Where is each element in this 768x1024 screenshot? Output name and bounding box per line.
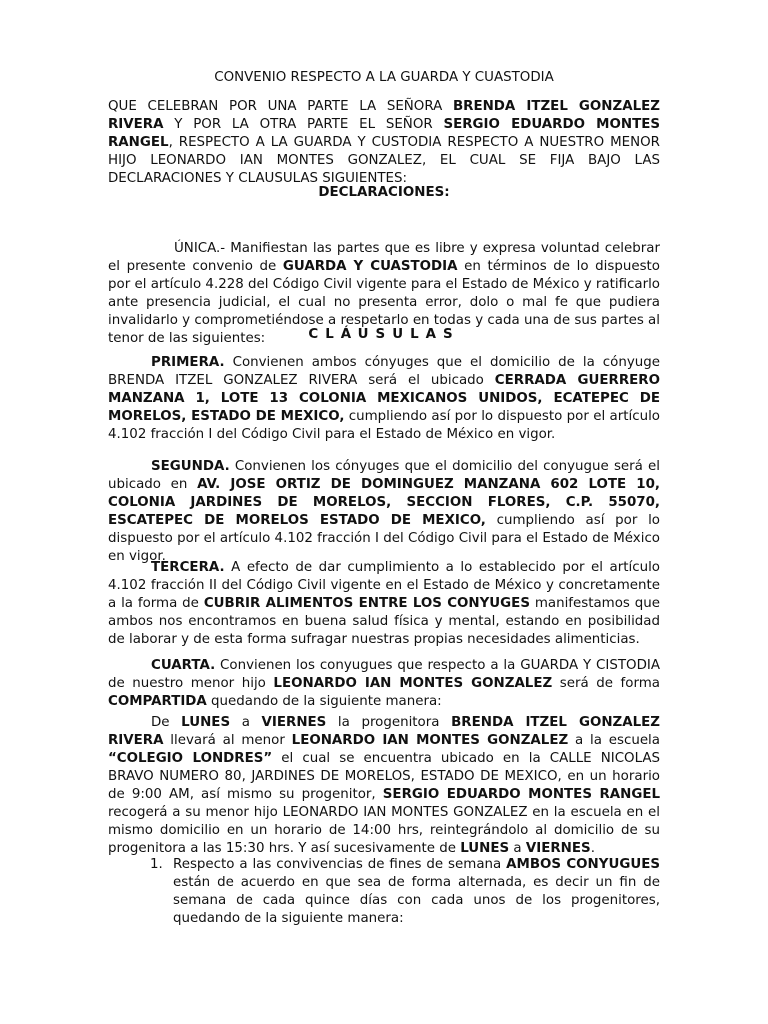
- clausulas-heading: CLÁUSULAS: [308, 327, 460, 342]
- declaraciones-heading: DECLARACIONES:: [318, 185, 450, 200]
- clause-address: CERRADA GUERRERO MANZANA 1, LOTE 13 COLONIA MEXICANOS UNIDOS, ECATEPEC DE MORELOS, ESTADO DE MEXICO,: [108, 373, 661, 424]
- list-item: [150, 856, 660, 928]
- document-title: CONVENIO RESPECTO A LA GUARDA Y CUASTODIA: [214, 70, 554, 85]
- clause-bold: COMPARTIDA: [108, 694, 207, 709]
- schedule-bold: VIERNES: [261, 715, 327, 730]
- clause-label: SEGUNDA.: [151, 459, 230, 474]
- unica-text: ÚNICA.- Manifiestan las partes que es libre y expresa voluntad celebrar el presente convenio de: [108, 241, 660, 274]
- schedule-text: recogerá a su menor hijo LEONARDO IAN MONTES GONZALEZ en la escuela en el mismo domicilio en un horario de 14:00 hrs, reintegrándolo al domicilio de su progenitora a las 15:30 hrs. Y así sucesivamente de: [108, 805, 660, 856]
- schedule-bold: LUNES: [460, 841, 510, 856]
- clause-text: Convienen los conyugues que respecto a la GUARDA Y CISTODIA de nuestro menor hijo: [108, 658, 660, 691]
- schedule-bold: LUNES: [181, 715, 231, 730]
- schedule-bold: BRENDA ITZEL GONZALEZ RIVERA: [108, 715, 660, 748]
- schedule-paragraph: [108, 714, 660, 858]
- clause-label: CUARTA.: [151, 658, 216, 673]
- numbered-list: [150, 856, 660, 928]
- list-text: están de acuerdo en que sea de forma alternada, es decir un fin de semana de cada quince días con cada unos de los progenitores, quedando de la siguiente manera:: [173, 875, 660, 926]
- clause-text: cumpliendo así por lo dispuesto por el artículo 4.102 fracción I del Código Civil para el Estado de México en vigor.: [108, 513, 660, 564]
- schedule-bold: LEONARDO IAN MONTES GONZALEZ: [291, 733, 569, 748]
- clause-text: quedando de la siguiente manera:: [206, 694, 442, 709]
- schedule-text: a: [509, 841, 526, 856]
- intro-text: , RESPECTO A LA GUARDA Y CUSTODIA RESPECTO A NUESTRO MENOR HIJO LEONARDO IAN MONTES GONZALEZ, EL CUAL SE FIJA BAJO LAS DECLARACIONES Y CLAUSULAS SIGUIENTES:: [108, 135, 660, 186]
- schedule-text: De: [151, 715, 182, 730]
- party-name-mother: BRENDA ITZEL GONZALEZ RIVERA: [108, 99, 660, 132]
- list-bold: AMBOS CONYUGUES: [506, 857, 660, 872]
- clause-text: Convienen ambos cónyuges que el domicilio de la cónyuge BRENDA ITZEL GONZALEZ RIVERA será el ubicado: [108, 355, 660, 388]
- intro-paragraph: [108, 98, 660, 188]
- clause-text: Convienen los cónyuges que el domicilio del conyugue será el ubicado en: [108, 459, 660, 492]
- schedule-text: a la escuela: [568, 733, 660, 748]
- schedule-bold: VIERNES: [525, 841, 591, 856]
- unica-text: en términos de lo dispuesto por el artículo 4.228 del Código Civil vigente para el Estado de México y ratificarlo ante presencia judicial, el cual no presenta error, dolo o mal fe que pudiera invalidarlo y comprometiéndose a respetarlo en todas y cada una de sus partes al tenor de las siguientes:: [108, 259, 661, 346]
- clause-label: TERCERA.: [151, 560, 225, 575]
- schedule-text: a: [230, 715, 262, 730]
- schedule-bold: SERGIO EDUARDO MONTES RANGEL: [382, 787, 660, 802]
- schedule-bold: “COLEGIO LONDRES”: [108, 751, 273, 766]
- unica-bold: GUARDA Y CUASTODIA: [282, 259, 458, 274]
- clause-tercera: [108, 559, 660, 649]
- intro-text: QUE CELEBRAN POR UNA PARTE LA SEÑORA: [108, 99, 453, 114]
- clause-text: cumpliendo así por lo dispuesto por el artículo 4.102 fracción I del Código Civil para el Estado de México en vigor.: [108, 409, 660, 442]
- clause-text: A efecto de dar cumplimiento a lo establecido por el artículo 4.102 fracción II del Código Civil vigente en el Estado de México y concretamente a la forma de: [108, 560, 660, 611]
- schedule-text: el cual se encuentra ubicado en la CALLE NICOLAS BRAVO NUMERO 80, JARDINES DE MORELOS, ESTADO DE MEXICO, en un horario de 9:00 AM, así mismo su progenitor,: [108, 751, 661, 802]
- clause-bold: LEONARDO IAN MONTES GONZALEZ: [273, 676, 553, 691]
- clause-label: PRIMERA.: [151, 355, 225, 370]
- schedule-text: llevará al menor: [163, 733, 292, 748]
- schedule-text: .: [590, 841, 595, 856]
- clause-segunda: [108, 458, 660, 566]
- list-number: 1.: [150, 857, 163, 872]
- list-text: Respecto a las convivencias de fines de semana: [173, 857, 507, 872]
- clause-cuarta: [108, 657, 660, 711]
- clause-address: AV. JOSE ORTIZ DE DOMINGUEZ MANZANA 602 LOTE 10, COLONIA JARDINES DE MORELOS, SECCION FLORES, C.P. 55070, ESCATEPEC DE MORELOS ESTADO DE MEXICO,: [108, 477, 660, 528]
- clause-text: manifestamos que ambos nos encontramos en buena salud física y mental, estando en posibilidad de laborar y de esta forma sufragar nuestras propias necesidades alimenticias.: [108, 596, 660, 647]
- clause-primera: [108, 354, 660, 444]
- schedule-text: la progenitora: [326, 715, 452, 730]
- party-name-father: SERGIO EDUARDO MONTES RANGEL: [108, 117, 660, 150]
- intro-text: Y POR LA OTRA PARTE EL SEÑOR: [163, 117, 444, 132]
- clause-bold: CUBRIR ALIMENTOS ENTRE LOS CONYUGES: [203, 596, 530, 611]
- clause-text: será de forma: [552, 676, 660, 691]
